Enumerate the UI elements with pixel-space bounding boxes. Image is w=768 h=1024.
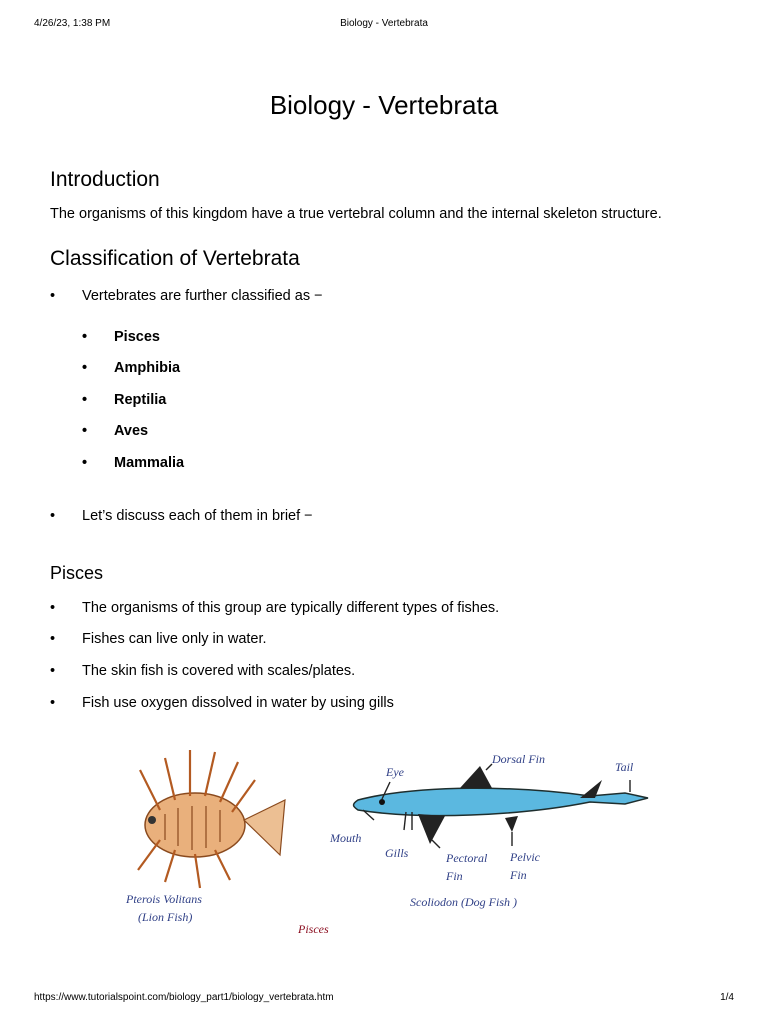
figure-caption: Pisces: [298, 922, 329, 936]
label-dorsal-fin: Dorsal Fin: [492, 752, 546, 766]
classification-heading: Classification of Vertebrata: [50, 247, 300, 270]
label-pelvic-fin-2: Fin: [510, 868, 527, 882]
class-item-amphibia: • Amphibia: [114, 360, 180, 376]
lion-fish-illustration: [138, 750, 285, 888]
label-pectoral-fin-1: Pectoral: [446, 851, 488, 865]
class-item-aves: • Aves: [114, 423, 148, 439]
dogfish-illustration: [329, 752, 648, 883]
list-item: • Vertebrates are further classified as −: [82, 288, 323, 304]
lion-fish-caption-2: (Lion Fish): [138, 910, 193, 924]
label-tail: Tail: [615, 760, 634, 774]
introduction-heading: Introduction: [50, 168, 160, 191]
label-gills: Gills: [385, 846, 409, 860]
class-item-reptilia: • Reptilia: [114, 392, 166, 408]
print-datetime: 4/26/23, 1:38 PM: [34, 18, 111, 29]
page-title: Biology - Vertebrata: [269, 90, 499, 120]
pisces-figure: [120, 740, 660, 940]
list-item: • Fish use oxygen dissolved in water by using gills: [82, 695, 394, 711]
list-item: • Fishes can live only in water.: [82, 631, 267, 647]
class-item-mammalia: • Mammalia: [114, 455, 184, 471]
introduction-text: The organisms of this kingdom have a true vertebral column and the internal skeleton structure.: [50, 206, 662, 222]
list-item: • The organisms of this group are typically different types of fishes.: [82, 600, 499, 616]
list-item: • Let’s discuss each of them in brief −: [82, 508, 313, 524]
pisces-illustration: [120, 740, 660, 940]
print-page-number: 1/4: [720, 992, 734, 1003]
label-eye: Eye: [386, 765, 404, 779]
label-mouth: Mouth: [330, 831, 362, 845]
label-pelvic-fin-1: Pelvic: [510, 850, 540, 864]
print-header-title: Biology - Vertebrata: [340, 18, 428, 29]
lion-fish-caption-1: Pterois Volitans: [126, 892, 202, 906]
print-footer-url: https://www.tutorialspoint.com/biology_part1/biology_vertebrata.htm: [34, 992, 334, 1003]
label-pectoral-fin-2: Fin: [446, 869, 463, 883]
class-item-pisces: • Pisces: [114, 329, 160, 345]
pisces-heading: Pisces: [50, 563, 104, 583]
list-item: • The skin fish is covered with scales/plates.: [82, 663, 355, 679]
dogfish-caption: Scoliodon (Dog Fish ): [410, 895, 517, 909]
